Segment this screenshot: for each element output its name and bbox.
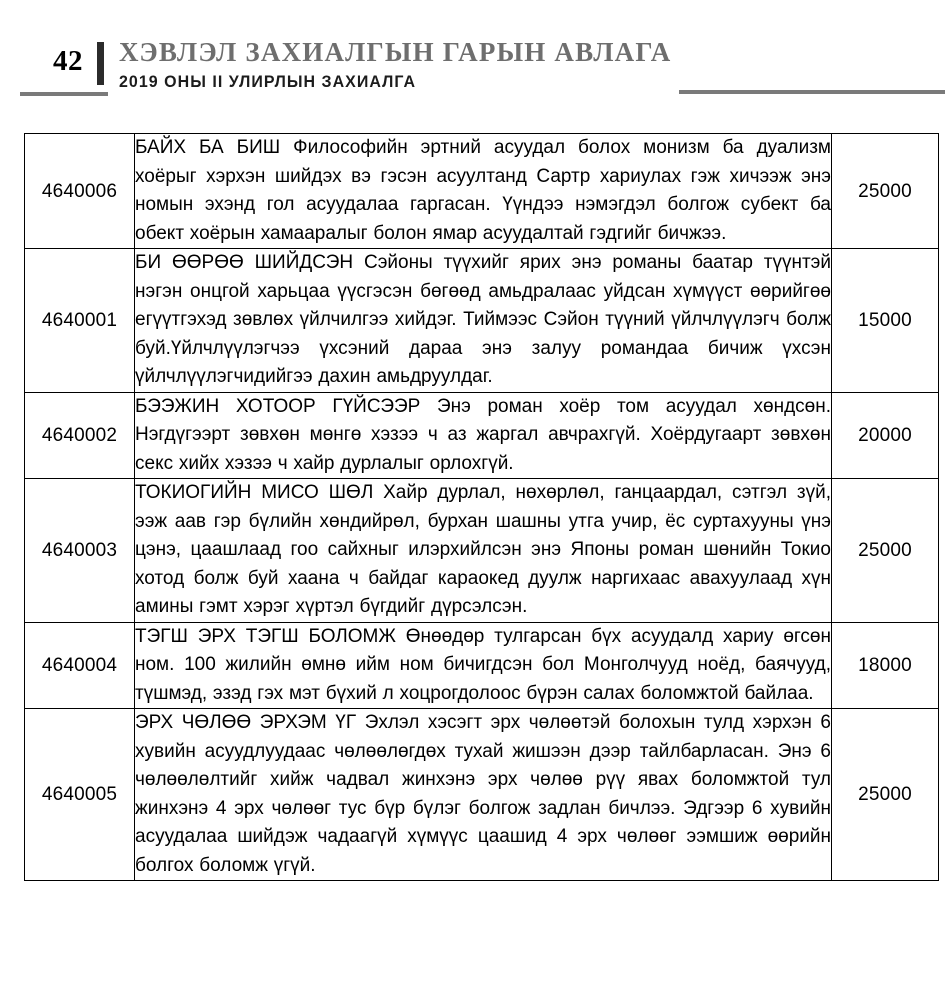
cell-code: 4640003 <box>25 479 135 623</box>
cell-code: 4640001 <box>25 249 135 393</box>
cell-code: 4640004 <box>25 622 135 709</box>
cell-price: 20000 <box>832 392 939 479</box>
cell-description: БЭЭЖИН ХОТООР ГҮЙСЭЭР Энэ роман хоёр том асуудал хөндсөн. Нэгдүгээрт зөвхөн мөнгө хэзээ ч аз жаргал авчрахгүй. Хоёрдугаарт зөвхөн секс хийх хэзээ ч хайр дурлалыг орлохгүй. <box>135 392 832 479</box>
header-rule-right <box>679 90 945 94</box>
table-row <box>25 249 939 393</box>
cell-description: ТОКИОГИЙН МИСО ШӨЛ Хайр дурлал, нөхөрлөл, ганцаардал, сэтгэл зүй, ээж аав гэр бүлийн хөндийрөл, бурхан шашны утга учир, ёс суртахууны үнэ цэнэ, цаашлаад гоо сайхныг илэрхийлсэн энэ Японы роман шөнийн Токио хотод болж буй хаана ч байдаг караокед дуулж наргихаас авахуулаад хүн амины гэмт хэрэг хүртэл бүгдийг дүрсэлсэн. <box>135 479 832 623</box>
order-table-body <box>25 134 939 881</box>
page-number: 42 <box>53 45 83 77</box>
cell-description: ТЭГШ ЭРХ ТЭГШ БОЛОМЖ Өнөөдөр тулгарсан бүх асуудалд хариу өгсөн ном. 100 жилийн өмнө ийм ном бичигдсэн бол Монголчууд ноёд, баячууд, түшмэд, эзэд гэх мэт бүхий л хоцрогдолоос бүрэн салах боломжтой байлаа. <box>135 622 832 709</box>
cell-code: 4640006 <box>25 134 135 249</box>
cell-description: ЭРХ ЧӨЛӨӨ ЭРХЭМ ҮГ Эхлэл хэсэгт эрх чөлөөтэй болохын тулд хэрхэн 6 хувийн асуудлуудаас чөлөөлөгдөх тухай жишээн дээр тайлбарласан. Энэ 6 чөлөөлөлтийг хийж чадвал жинхэнэ эрх чөлөө рүү явах боломжтой тул жинхэнэ 4 эрх чөлөөг тус бүр бүлэг болгож задлан бичлээ. Эдгээр 6 хувийн асуудалаа шийдэж чадаагүй хүмүүс цаашид 4 эрх чөлөөг ээмшиж өөрийн болгох боломж үгүй. <box>135 709 832 881</box>
header-title: ХЭВЛЭЛ ЗАХИАЛГЫН ГАРЫН АВЛАГА <box>119 37 672 67</box>
header-title-group <box>119 36 671 93</box>
header-subtitle: 2019 ОНЫ II УЛИРЛЫН ЗАХИАЛГА <box>119 72 417 91</box>
cell-description: БИ ӨӨРӨӨ ШИЙДСЭН Сэйоны түүхийг ярих энэ романы баатар түүнтэй нэгэн онцгой харьцаа үүсгэсэн бөгөөд амьдралаас уйдсан хүмүүст өөрийгөө егүүтгэхэд зөвлөх үйлчилгээ хийдэг. Тиймээс Сэйон түүний үйлчлүүлэгч болж буй.Үйлчлүүлэгчээ үхсэний дараа энэ залуу романдаа бичиж үхсэн үйлчлүүлэгчидийгээ дахин амьдруулдаг. <box>135 249 832 393</box>
cell-price: 25000 <box>832 709 939 881</box>
cell-description: БАЙХ БА БИШ Философийн эртний асуудал болох монизм ба дуализм хоёрыг хэрхэн шийдэх вэ гэсэн асуултанд Сартр хариулах гэж хичээж энэ номын эхэнд гол асуудалаа гаргасан. Үүндээ нэмэгдэл болгож субект ба обект хоёрын хамааралыг болон ямар асуудалтай гэдгийг бичжээ. <box>135 134 832 249</box>
cell-code: 4640005 <box>25 709 135 881</box>
cell-code: 4640002 <box>25 392 135 479</box>
table-row <box>25 709 939 881</box>
running-header <box>0 36 945 108</box>
cell-price: 25000 <box>832 479 939 623</box>
cell-price: 25000 <box>832 134 939 249</box>
table-row <box>25 622 939 709</box>
folio-rule <box>20 92 108 96</box>
order-table <box>24 133 939 881</box>
cell-price: 15000 <box>832 249 939 393</box>
table-row <box>25 134 939 249</box>
table-row <box>25 392 939 479</box>
header-divider-bar <box>97 42 104 85</box>
cell-price: 18000 <box>832 622 939 709</box>
table-row <box>25 479 939 623</box>
